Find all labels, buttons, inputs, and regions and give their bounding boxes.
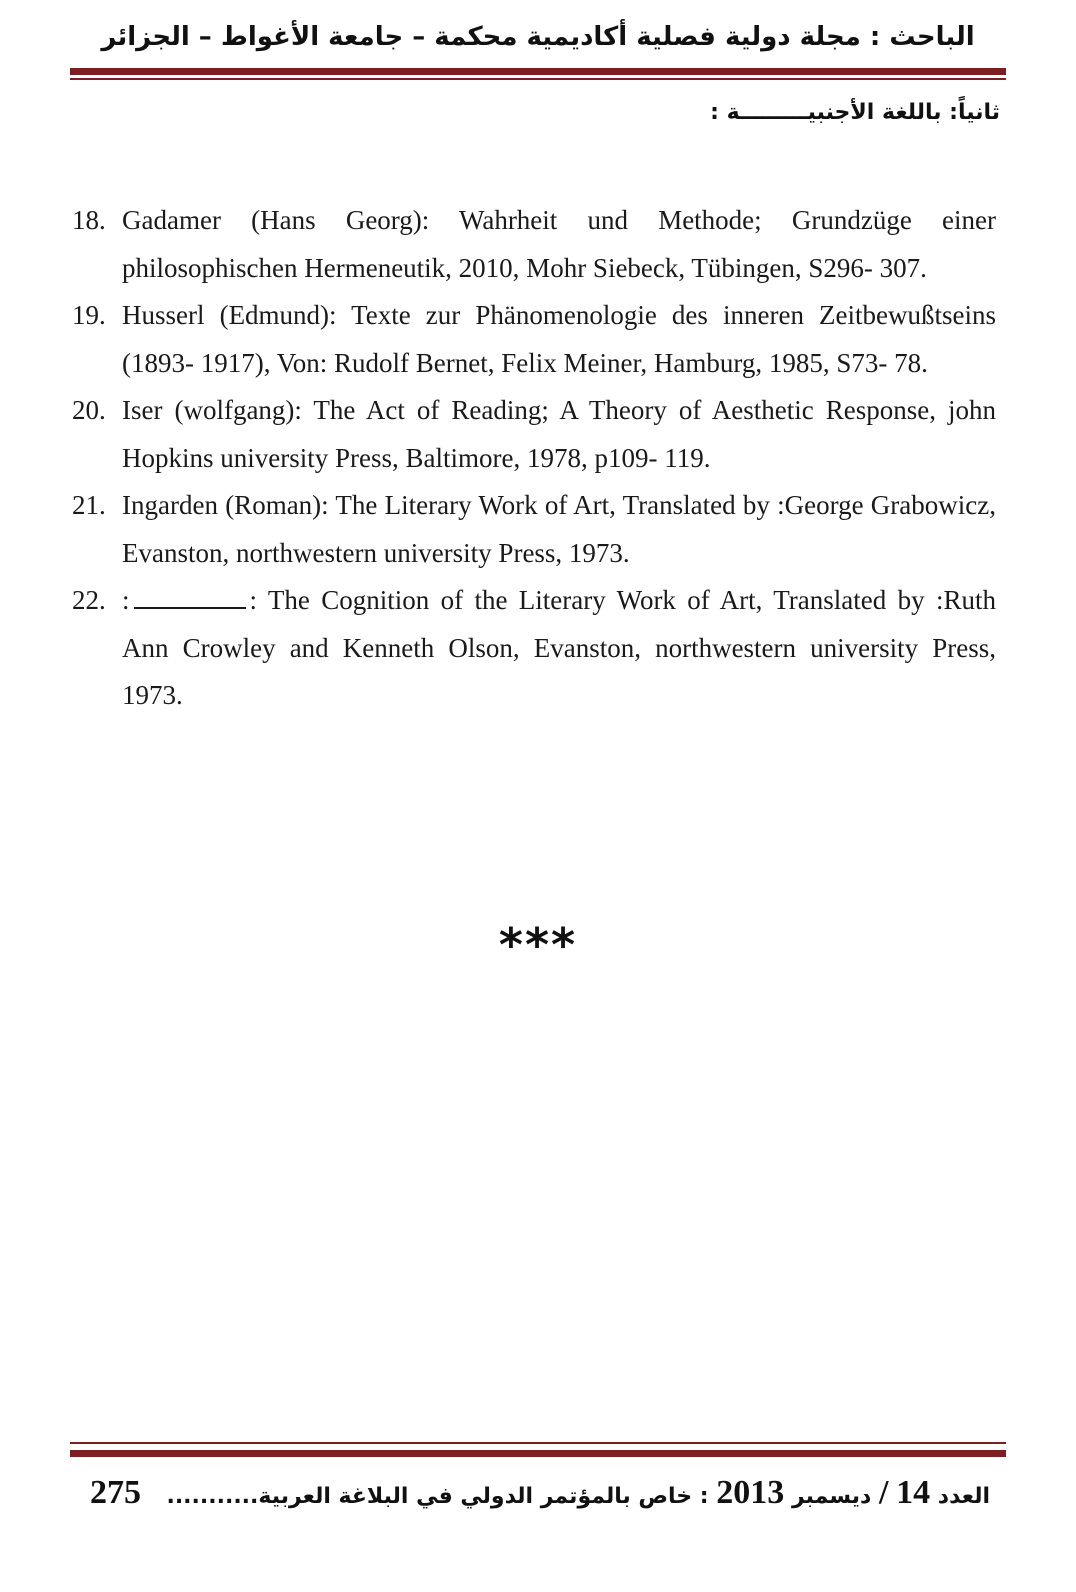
reference-item (72, 577, 996, 720)
page-number: 275 (90, 1474, 141, 1511)
reference-number: 22. (72, 585, 106, 615)
reference-prefix: : (122, 585, 130, 615)
ditto-blank-line (134, 587, 246, 609)
page-footer (90, 1474, 990, 1512)
reference-text: Gadamer (Hans Georg): Wahrheit und Methode; Grundzüge einer philosophischen Hermeneutik, 2010, Mohr Siebeck, Tübingen, S296- 307. (122, 205, 996, 283)
issue-description: : خاص بالمؤتمر الدولي في البلاغة العربية........... (166, 1484, 709, 1509)
footer-rule-thin (70, 1442, 1006, 1444)
footer-rule-thick (70, 1450, 1006, 1457)
section-separator: *** (498, 918, 578, 972)
issue-slash: / (878, 1474, 889, 1511)
reference-text: Husserl (Edmund): Texte zur Phänomenologie des inneren Zeitbewußtseins (1893- 1917), Von: Rudolf Bernet, Felix Meiner, Hamburg, 1985, S73- 78. (122, 300, 996, 378)
reference-number: 21. (72, 490, 106, 520)
reference-item (72, 387, 996, 482)
reference-item (72, 197, 996, 292)
issue-month: ديسمبر (791, 1484, 872, 1509)
header-rule-thick (70, 68, 1006, 75)
reference-text: Ingarden (Roman): The Literary Work of Art, Translated by :George Grabowicz, Evanston, northwestern university Press, 1973. (122, 490, 996, 568)
reference-item (72, 482, 996, 577)
section-heading: ثانياً: باللغة الأجنبيـــــــــة : (710, 100, 1000, 125)
reference-number: 18. (72, 205, 106, 235)
issue-label: العدد (937, 1484, 990, 1509)
reference-text: : The Cognition of the Literary Work of Art, Translated by :Ruth Ann Crowley and Kenneth Olson, Evanston, northwestern university Press, 1973. (122, 585, 996, 710)
header-rule-thin (70, 78, 1006, 80)
issue-year: 2013 (716, 1474, 785, 1511)
reference-number: 20. (72, 395, 106, 425)
reference-number: 19. (72, 300, 106, 330)
issue-number: 14 (896, 1474, 931, 1511)
journal-header-title: الباحث : مجلة دولية فصلية أكاديمية محكمة – جامعة الأغواط – الجزائر (101, 22, 975, 52)
reference-item (72, 292, 996, 387)
reference-text: Iser (wolfgang): The Act of Reading; A Theory of Aesthetic Response, john Hopkins university Press, Baltimore, 1978, p109- 119. (122, 395, 996, 473)
references-list (72, 197, 996, 720)
footer-issue-info (166, 1474, 990, 1512)
